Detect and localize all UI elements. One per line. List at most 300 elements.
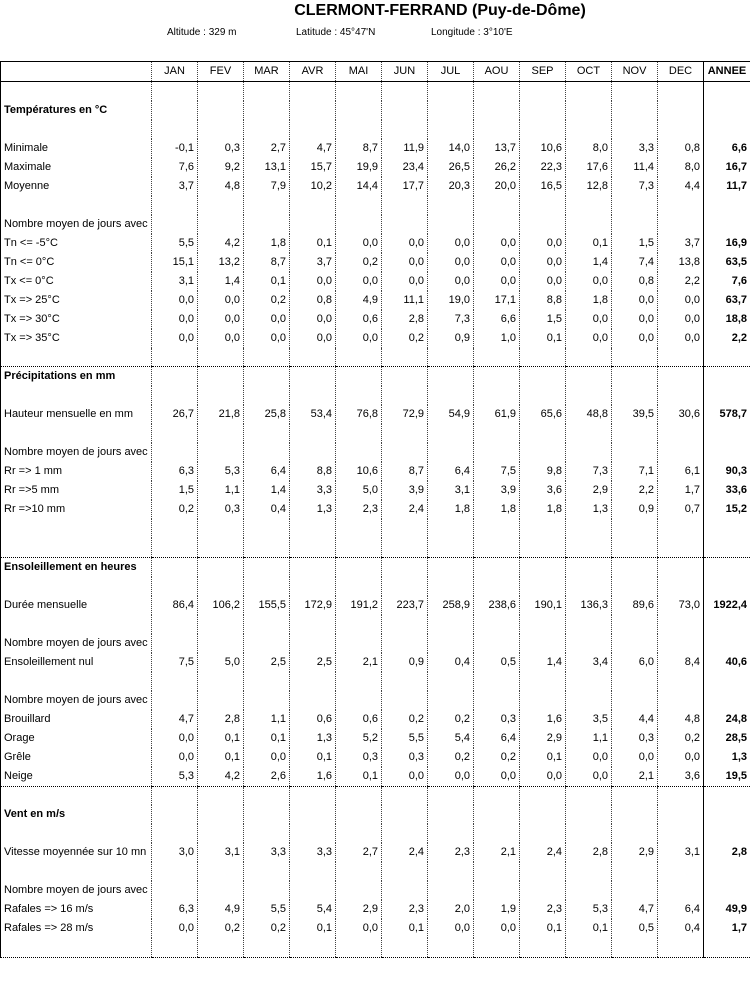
value-cell [198, 672, 244, 691]
table-row [1, 177, 750, 196]
value-cell: 0,1 [244, 729, 290, 748]
value-cell: 3,7 [658, 234, 704, 253]
annual-value-cell [704, 443, 750, 462]
row-label: Grêle [1, 748, 152, 767]
row-label [1, 824, 152, 843]
value-cell: 0,0 [520, 272, 566, 291]
value-cell [336, 519, 382, 538]
value-cell [336, 577, 382, 596]
value-cell: 0,2 [428, 748, 474, 767]
value-cell: 0,0 [382, 767, 428, 787]
value-cell [244, 862, 290, 881]
value-cell [520, 786, 566, 805]
value-cell [244, 386, 290, 405]
value-cell: 0,0 [474, 253, 520, 272]
value-cell [520, 348, 566, 367]
annual-value-cell [704, 615, 750, 634]
annual-value-cell: 2,2 [704, 329, 750, 348]
value-cell [612, 634, 658, 653]
value-cell: 2,3 [428, 843, 474, 862]
value-cell [382, 443, 428, 462]
value-cell: 2,7 [336, 843, 382, 862]
value-cell [244, 215, 290, 234]
spacer-row [1, 672, 750, 691]
value-cell: 7,3 [566, 462, 612, 481]
row-label: Vitesse moyennée sur 10 mn [1, 843, 152, 862]
value-cell: 1,8 [428, 500, 474, 519]
row-label [1, 786, 152, 805]
value-cell [520, 577, 566, 596]
value-cell: 30,6 [658, 405, 704, 424]
value-cell: 5,0 [336, 481, 382, 500]
value-cell [428, 196, 474, 215]
value-cell: 8,7 [336, 139, 382, 158]
value-cell [658, 538, 704, 557]
value-cell: 1,1 [566, 729, 612, 748]
value-cell [244, 938, 290, 957]
value-cell: 0,0 [336, 329, 382, 348]
value-cell [244, 805, 290, 824]
header-label-cell [1, 62, 152, 82]
spacer-row [1, 196, 750, 215]
value-cell [290, 805, 336, 824]
value-cell [336, 367, 382, 387]
value-cell: 26,5 [428, 158, 474, 177]
latitude-label: Latitude : 45°47'N [296, 27, 376, 38]
value-cell [658, 386, 704, 405]
value-cell: 172,9 [290, 596, 336, 615]
spacer-row [1, 82, 750, 101]
value-cell: 5,3 [566, 900, 612, 919]
value-cell: 190,1 [520, 596, 566, 615]
value-cell [566, 367, 612, 387]
column-header: JUN [382, 62, 428, 82]
value-cell: 0,0 [612, 748, 658, 767]
value-cell [152, 691, 198, 710]
value-cell: 3,4 [566, 653, 612, 672]
value-cell: 4,9 [198, 900, 244, 919]
value-cell: 0,0 [566, 748, 612, 767]
value-cell: 0,3 [198, 500, 244, 519]
value-cell [382, 634, 428, 653]
value-cell: 3,3 [612, 139, 658, 158]
value-cell: 0,2 [244, 291, 290, 310]
value-cell: 0,2 [474, 748, 520, 767]
table-row [1, 310, 750, 329]
value-cell: 2,3 [382, 900, 428, 919]
value-cell [474, 443, 520, 462]
section-row [1, 557, 750, 577]
table-row [1, 234, 750, 253]
value-cell [566, 82, 612, 101]
column-header: JUL [428, 62, 474, 82]
annual-value-cell [704, 938, 750, 957]
value-cell [428, 82, 474, 101]
value-cell [244, 519, 290, 538]
section-title: Ensoleillement en heures [1, 557, 152, 577]
annual-value-cell: 19,5 [704, 767, 750, 787]
value-cell [152, 786, 198, 805]
value-cell: 191,2 [336, 596, 382, 615]
annual-value-cell [704, 120, 750, 139]
value-cell [198, 538, 244, 557]
value-cell [520, 881, 566, 900]
table-row [1, 329, 750, 348]
row-label [1, 577, 152, 596]
value-cell: 1,0 [474, 329, 520, 348]
column-header: SEP [520, 62, 566, 82]
value-cell: 4,4 [612, 710, 658, 729]
value-cell: 0,0 [520, 234, 566, 253]
value-cell [474, 672, 520, 691]
value-cell: 0,0 [658, 310, 704, 329]
value-cell: 9,2 [198, 158, 244, 177]
longitude-label: Longitude : 3°10'E [431, 27, 513, 38]
annual-value-cell: 40,6 [704, 653, 750, 672]
value-cell: 0,3 [474, 710, 520, 729]
value-cell: 2,1 [612, 767, 658, 787]
value-cell [244, 634, 290, 653]
value-cell [382, 367, 428, 387]
value-cell: 1,4 [566, 253, 612, 272]
annual-value-cell: 49,9 [704, 900, 750, 919]
row-label: Tx => 30°C [1, 310, 152, 329]
value-cell: 238,6 [474, 596, 520, 615]
value-cell [336, 805, 382, 824]
value-cell: 0,1 [336, 767, 382, 787]
value-cell [244, 615, 290, 634]
value-cell [520, 196, 566, 215]
table-row [1, 405, 750, 424]
value-cell [152, 557, 198, 577]
value-cell: 0,1 [566, 234, 612, 253]
value-cell [152, 196, 198, 215]
value-cell [612, 805, 658, 824]
column-header: MAR [244, 62, 290, 82]
value-cell: 136,3 [566, 596, 612, 615]
value-cell: 0,0 [382, 272, 428, 291]
annual-value-cell: 63,7 [704, 291, 750, 310]
value-cell: 223,7 [382, 596, 428, 615]
value-cell: 0,0 [152, 329, 198, 348]
column-header: FEV [198, 62, 244, 82]
value-cell [152, 519, 198, 538]
value-cell [474, 577, 520, 596]
value-cell: 3,1 [198, 843, 244, 862]
column-header: AVR [290, 62, 336, 82]
value-cell [612, 938, 658, 957]
value-cell [658, 101, 704, 120]
value-cell [474, 615, 520, 634]
value-cell [520, 82, 566, 101]
value-cell [244, 348, 290, 367]
value-cell [474, 881, 520, 900]
value-cell: 0,0 [428, 767, 474, 787]
row-label: Moyenne [1, 177, 152, 196]
value-cell [198, 786, 244, 805]
value-cell: 0,1 [198, 748, 244, 767]
value-cell [566, 101, 612, 120]
value-cell: 0,0 [566, 329, 612, 348]
value-cell: 7,3 [612, 177, 658, 196]
value-cell: 0,0 [566, 767, 612, 787]
value-cell [244, 538, 290, 557]
value-cell: 8,8 [290, 462, 336, 481]
annual-value-cell [704, 881, 750, 900]
spacer-row [1, 786, 750, 805]
value-cell [520, 519, 566, 538]
row-label: Nombre moyen de jours avec [1, 443, 152, 462]
value-cell [152, 386, 198, 405]
row-label: Rr => 1 mm [1, 462, 152, 481]
value-cell [152, 824, 198, 843]
value-cell [520, 672, 566, 691]
column-header: MAI [336, 62, 382, 82]
value-cell [612, 557, 658, 577]
annual-value-cell [704, 101, 750, 120]
value-cell [382, 824, 428, 843]
value-cell [428, 805, 474, 824]
value-cell [658, 577, 704, 596]
value-cell [382, 672, 428, 691]
value-cell: 0,4 [244, 500, 290, 519]
value-cell [198, 615, 244, 634]
annual-value-cell [704, 634, 750, 653]
value-cell [566, 557, 612, 577]
value-cell: 72,9 [382, 405, 428, 424]
value-cell: 0,0 [474, 272, 520, 291]
row-label [1, 672, 152, 691]
value-cell: 0,5 [474, 653, 520, 672]
value-cell [520, 120, 566, 139]
value-cell: 8,7 [244, 253, 290, 272]
row-label: Minimale [1, 139, 152, 158]
value-cell: 2,2 [658, 272, 704, 291]
annual-value-cell [704, 786, 750, 805]
value-cell: 0,0 [244, 329, 290, 348]
value-cell: 0,0 [658, 291, 704, 310]
value-cell: 0,0 [290, 272, 336, 291]
annual-value-cell: 33,6 [704, 481, 750, 500]
value-cell: 0,9 [382, 653, 428, 672]
value-cell: 13,8 [658, 253, 704, 272]
value-cell: 6,4 [474, 729, 520, 748]
value-cell [474, 824, 520, 843]
value-cell [520, 691, 566, 710]
value-cell: 0,0 [566, 310, 612, 329]
value-cell: 3,0 [152, 843, 198, 862]
table-row [1, 139, 750, 158]
value-cell [428, 519, 474, 538]
value-cell [520, 938, 566, 957]
value-cell: 48,8 [566, 405, 612, 424]
value-cell: 1,4 [520, 653, 566, 672]
value-cell: 0,0 [382, 253, 428, 272]
spacer-row [1, 615, 750, 634]
row-label: Rr =>10 mm [1, 500, 152, 519]
value-cell: 2,6 [244, 767, 290, 787]
value-cell [566, 672, 612, 691]
column-header: NOV [612, 62, 658, 82]
annual-value-cell: 15,2 [704, 500, 750, 519]
value-cell: 5,5 [244, 900, 290, 919]
value-cell [658, 615, 704, 634]
value-cell: 0,4 [658, 919, 704, 938]
spacer-row [1, 691, 750, 710]
value-cell [290, 101, 336, 120]
value-cell [290, 824, 336, 843]
value-cell [336, 824, 382, 843]
annual-value-cell: 24,8 [704, 710, 750, 729]
value-cell [520, 615, 566, 634]
annual-value-cell: 7,6 [704, 272, 750, 291]
value-cell: 7,3 [428, 310, 474, 329]
annual-value-cell: 1,7 [704, 919, 750, 938]
value-cell [244, 101, 290, 120]
value-cell: 0,5 [612, 919, 658, 938]
annual-value-cell [704, 691, 750, 710]
value-cell: 7,1 [612, 462, 658, 481]
value-cell: 17,1 [474, 291, 520, 310]
table-row [1, 158, 750, 177]
value-cell: 17,6 [566, 158, 612, 177]
value-cell: 2,4 [382, 843, 428, 862]
value-cell [152, 101, 198, 120]
value-cell: 0,2 [152, 500, 198, 519]
value-cell [290, 938, 336, 957]
value-cell [428, 424, 474, 443]
row-label [1, 386, 152, 405]
value-cell [612, 386, 658, 405]
value-cell: 11,1 [382, 291, 428, 310]
spacer-row [1, 538, 750, 557]
value-cell [658, 519, 704, 538]
value-cell [566, 348, 612, 367]
value-cell: 0,0 [612, 291, 658, 310]
column-header: ANNEE [704, 62, 750, 82]
value-cell: 2,9 [336, 900, 382, 919]
value-cell: 0,0 [520, 767, 566, 787]
value-cell [336, 424, 382, 443]
value-cell: 22,3 [520, 158, 566, 177]
row-label: Brouillard [1, 710, 152, 729]
value-cell [566, 824, 612, 843]
value-cell [474, 367, 520, 387]
value-cell: 0,0 [658, 748, 704, 767]
value-cell: 4,7 [290, 139, 336, 158]
value-cell: 2,4 [382, 500, 428, 519]
spacer-row [1, 862, 750, 881]
value-cell: 0,2 [382, 710, 428, 729]
value-cell [198, 862, 244, 881]
value-cell [474, 805, 520, 824]
row-label: Neige [1, 767, 152, 787]
value-cell: 0,0 [612, 329, 658, 348]
value-cell: 7,4 [612, 253, 658, 272]
value-cell [198, 519, 244, 538]
value-cell: 17,7 [382, 177, 428, 196]
value-cell [474, 519, 520, 538]
table-row [1, 481, 750, 500]
value-cell [336, 881, 382, 900]
table-row [1, 462, 750, 481]
value-cell [336, 557, 382, 577]
value-cell: 0,7 [658, 500, 704, 519]
value-cell: 0,9 [428, 329, 474, 348]
column-header: JAN [152, 62, 198, 82]
climate-table [0, 61, 750, 958]
value-cell: 0,6 [336, 710, 382, 729]
value-cell [152, 938, 198, 957]
value-cell: 3,3 [244, 843, 290, 862]
value-cell [612, 615, 658, 634]
value-cell: 0,0 [428, 272, 474, 291]
value-cell: 1,4 [244, 481, 290, 500]
value-cell: 26,7 [152, 405, 198, 424]
value-cell: 0,6 [336, 310, 382, 329]
value-cell [612, 691, 658, 710]
value-cell: 1,3 [566, 500, 612, 519]
value-cell: 0,0 [520, 253, 566, 272]
value-cell [290, 577, 336, 596]
value-cell [658, 786, 704, 805]
value-cell: 4,8 [658, 710, 704, 729]
value-cell: 2,9 [566, 481, 612, 500]
column-header: OCT [566, 62, 612, 82]
value-cell: 20,3 [428, 177, 474, 196]
annual-value-cell [704, 557, 750, 577]
value-cell [520, 386, 566, 405]
annual-value-cell: 18,8 [704, 310, 750, 329]
value-cell: 0,0 [336, 919, 382, 938]
value-cell: 13,7 [474, 139, 520, 158]
value-cell: 2,1 [474, 843, 520, 862]
annual-value-cell [704, 367, 750, 387]
value-cell [474, 348, 520, 367]
row-label: Rr =>5 mm [1, 481, 152, 500]
value-cell: 76,8 [336, 405, 382, 424]
spacer-row [1, 938, 750, 957]
value-cell: 0,2 [428, 710, 474, 729]
value-cell: 1,7 [658, 481, 704, 500]
value-cell: 6,0 [612, 653, 658, 672]
value-cell [566, 215, 612, 234]
value-cell: 23,4 [382, 158, 428, 177]
value-cell: 0,1 [566, 919, 612, 938]
value-cell [382, 881, 428, 900]
spacer-row [1, 215, 750, 234]
value-cell [336, 615, 382, 634]
value-cell: 2,9 [520, 729, 566, 748]
value-cell: 5,5 [152, 234, 198, 253]
value-cell: 0,0 [428, 253, 474, 272]
value-cell: 3,3 [290, 843, 336, 862]
value-cell [290, 862, 336, 881]
value-cell [474, 634, 520, 653]
annual-value-cell: 1,3 [704, 748, 750, 767]
table-row [1, 729, 750, 748]
value-cell [290, 348, 336, 367]
value-cell: 12,8 [566, 177, 612, 196]
value-cell [658, 367, 704, 387]
value-cell [612, 577, 658, 596]
value-cell: 8,4 [658, 653, 704, 672]
table-row [1, 500, 750, 519]
row-label: Nombre moyen de jours avec [1, 215, 152, 234]
row-label [1, 615, 152, 634]
value-cell: 10,2 [290, 177, 336, 196]
value-cell: 0,0 [474, 767, 520, 787]
